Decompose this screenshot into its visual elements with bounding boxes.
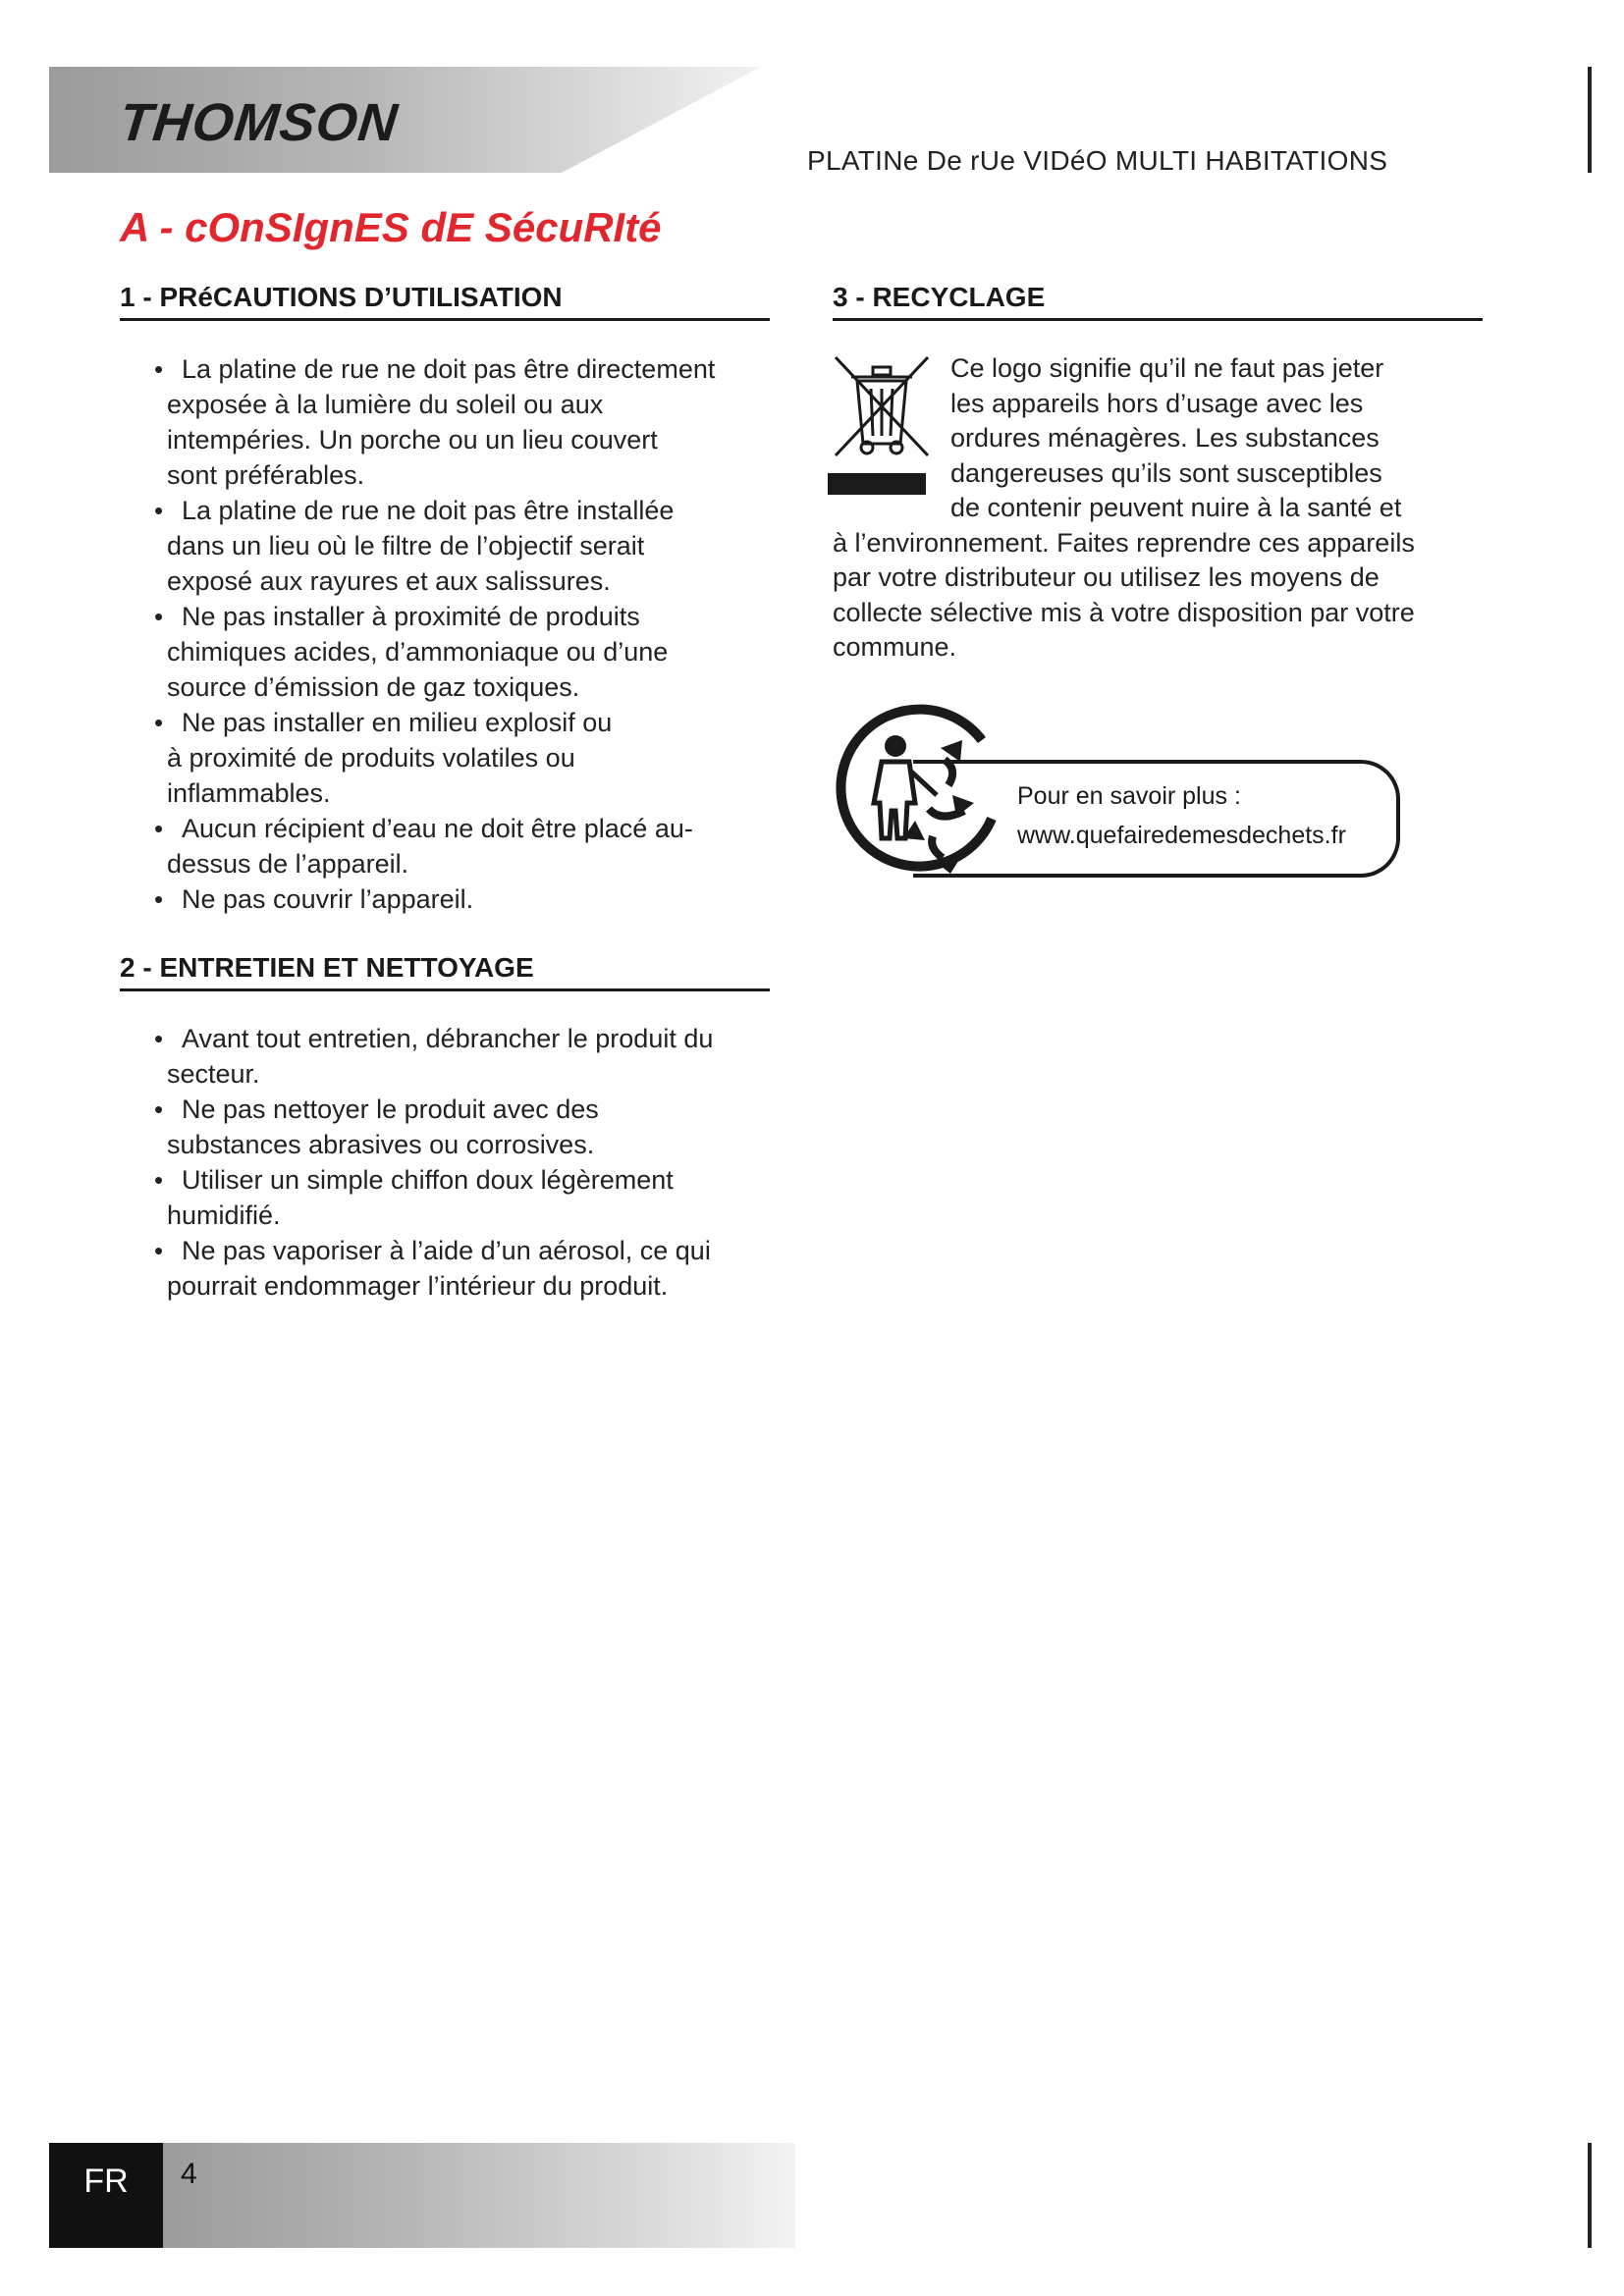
section-title-recycling: 3 - RECYCLAGE (833, 282, 1046, 312)
bullet-icon: • (154, 1236, 164, 1265)
recycling-line: ordures ménagères. Les substances (950, 423, 1380, 453)
list-item (120, 705, 787, 811)
bullet-icon: • (154, 1165, 164, 1195)
bullet-icon: • (154, 354, 164, 384)
list-item (120, 811, 787, 881)
page-number: 4 (181, 2158, 197, 2190)
list-item (120, 881, 787, 917)
list-item-line: Utiliser un simple chiffon doux légèrement (182, 1165, 674, 1195)
bullet-icon: • (154, 1095, 164, 1124)
list-item-line: Ne pas installer en milieu explosif ou (182, 708, 613, 737)
list-item-line: Aucun récipient d’eau ne doit être placé au- (182, 814, 693, 843)
section-title-precautions: 1 - PRéCAUTIONS D’UTILISATION (120, 282, 563, 312)
triman-recycling-icon (835, 701, 1011, 882)
triman-info-url: www.quefairedemesdechets.fr (1017, 822, 1346, 849)
list-item (120, 1092, 787, 1162)
bullet-icon: • (154, 1024, 164, 1053)
list-item-line: La platine de rue ne doit pas être installée (182, 496, 675, 525)
recycling-line: à l’environnement. Faites reprendre ces appareils (833, 527, 1415, 558)
list-item-line: chimiques acides, d’ammoniaque ou d’une (167, 637, 669, 667)
list-item-line: pourrait endommager l’intérieur du produit. (167, 1271, 669, 1301)
bullet-icon: • (154, 884, 164, 914)
list-item-line: Ne pas installer à proximité de produits (182, 602, 640, 631)
list-item-line: La platine de rue ne doit pas être directement (182, 354, 716, 384)
bullet-icon: • (154, 708, 164, 737)
section-rule-maintenance (120, 988, 770, 991)
recycling-line: Ce logo signifie qu’il ne faut pas jeter (950, 353, 1384, 383)
precautions-list (120, 351, 787, 917)
list-item-line: Ne pas vaporiser à l’aide d’un aérosol, ce qui (182, 1236, 711, 1265)
list-item-line: humidifié. (167, 1201, 281, 1230)
list-item (120, 1233, 787, 1304)
section-title-maintenance: 2 - ENTRETIEN ET NETTOYAGE (120, 952, 534, 983)
recycling-line: commune. (833, 632, 957, 662)
recycling-line: collecte sélective mis à votre disposition par votre (833, 597, 1415, 627)
list-item (120, 599, 787, 705)
maintenance-list (120, 1021, 787, 1304)
bullet-icon: • (154, 602, 164, 631)
list-item-line: Ne pas couvrir l’appareil. (182, 884, 474, 914)
recycling-line: les appareils hors d’usage avec les (950, 388, 1364, 418)
page-title: A - cOnSIgnES dE SécuRIté (120, 204, 662, 250)
section-rule-recycling (833, 318, 1483, 321)
section-rule-precautions (120, 318, 770, 321)
list-item-line: Avant tout entretien, débrancher le produit du (182, 1024, 714, 1053)
footer-language: FR (49, 2143, 163, 2248)
triman-info-label: Pour en savoir plus : (1017, 782, 1241, 810)
header-right-rule (1588, 67, 1592, 173)
product-title: PLATINe De rUe VIDéO MULTI HABITATIONS (807, 145, 1388, 176)
list-item (120, 1021, 787, 1092)
list-item-line: à proximité de produits volatiles ou (167, 743, 575, 773)
list-item-line: exposée à la lumière du soleil ou aux (167, 390, 604, 419)
list-item-line: inflammables. (167, 778, 331, 808)
list-item-line: dessus de l’appareil. (167, 849, 409, 879)
list-item (120, 493, 787, 599)
brand-logo: THOMSON (116, 93, 402, 152)
recycling-line: par votre distributeur ou utilisez les moyens de (833, 562, 1380, 592)
footer-right-rule (1588, 2143, 1592, 2248)
recycling-text (833, 351, 1500, 666)
list-item-line: substances abrasives ou corrosives. (167, 1130, 595, 1159)
list-item-line: secteur. (167, 1059, 260, 1089)
bullet-icon: • (154, 814, 164, 843)
list-item (120, 351, 787, 493)
list-item-line: dans un lieu où le filtre de l’objectif serait (167, 531, 645, 561)
recycling-line: de contenir peuvent nuire à la santé et (950, 493, 1402, 522)
list-item-line: source d’émission de gaz toxiques. (167, 672, 580, 702)
list-item (120, 1162, 787, 1233)
list-item-line: Ne pas nettoyer le produit avec des (182, 1095, 599, 1124)
recycling-line: dangereuses qu’ils sont susceptibles (950, 457, 1382, 488)
bullet-icon: • (154, 496, 164, 525)
list-item-line: intempéries. Un porche ou un lieu couvert (167, 425, 658, 454)
list-item-line: sont préférables. (167, 460, 365, 490)
list-item-line: exposé aux rayures et aux salissures. (167, 566, 611, 596)
